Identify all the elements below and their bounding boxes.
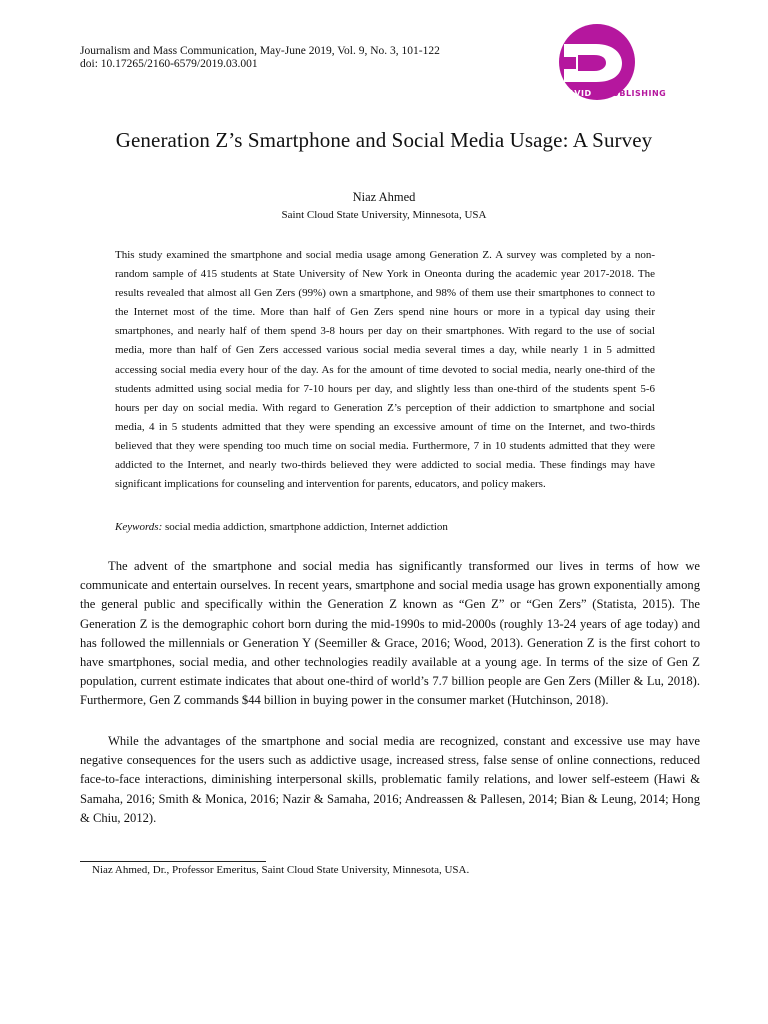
body-paragraph-text: The advent of the smartphone and social media has significantly transformed our lives in terms of how we communicate and entertain ourselves. In recent years, smartphone and social media usage has grown exponentially among the general public and specifically within the Generation Z known as “Gen Z” or “Gen Zers” (Statista, 2015). The Generation Z is the demographic cohort born during the mid-1990s to mid-2000s (roughly 13-24 years of age today) and has followed the millennials or Generation Y (Seemiller & Grace, 2016; Wood, 2013). Generation Z is the first cohort to have smartphones, social media, and other technologies readily available at a young age. In terms of the size of Gen Z population, current estimate indicates that about one-third of world’s 7.7 billion people are Gen Zers (Miller & Lu, 2018). Furthermore, Gen Z commands $44 billion in buying power in the consumer market (Hutchinson, 2018). xyxy=(80,559,700,708)
body-paragraph-2 xyxy=(80,732,700,828)
body-paragraph-text: While the advantages of the smartphone and social media are recognized, constant and excessive use may have negative consequences for the users such as addictive usage, increased stress, false sense of online connections, reduced face-to-face interactions, diminishing interpersonal skills, problematic family relations, and lower self-esteem (Hawi & Samaha, 2016; Smith & Monica, 2016; Nazir & Samaha, 2016; Andreassen & Pallesen, 2014; Bian & Leung, 2014; Hong & Chiu, 2012). xyxy=(80,734,700,825)
keywords-list: social media addiction, smartphone addiction, Internet addiction xyxy=(162,521,448,533)
svg-text:PUBLISHING: PUBLISHING xyxy=(606,89,667,98)
author-name: Niaz Ahmed xyxy=(352,190,416,204)
doi: doi: 10.17265/2160-6579/2019.03.001 xyxy=(80,58,258,70)
journal-citation: Journalism and Mass Communication, May-June 2019, Vol. 9, No. 3, 101-122 xyxy=(80,45,440,57)
keywords-label: Keywords: xyxy=(115,521,163,533)
abstract: This study examined the smartphone and social media usage among Generation Z. A survey was completed by a non-random sample of 415 students at State University of New York in Oneonta during the academic year 2017-2018. The results revealed that almost all Gen Zers (99%) own a smartphone, and 98% of them use their smartphones to connect to the Internet most of the time. More than half of Gen Zers spend nine hours or more in a typical day using their smartphones, and nearly half of them spend 3-8 hours per day on their smartphones. With regard to the use of social media, more than half of Gen Zers accessed various social media several times a day, while nearly 1 in 5 admitted accessing social media every hour of the day. As for the amount of time devoted to social media, nearly one-third of the students admitted using social media for 7-10 hours per day, and slightly less than one-third of the students spent 5-6 hours per day on social media. With regard to Generation Z’s perception of their addiction to smartphone and social media, 4 in 5 students admitted that they were spending an excessive amount of time on the Internet, and two-thirds believed that they were spending too much time on social media. Furthermore, 7 in 10 students admitted that they were addicted to the Internet, and nearly two-thirds believed they were addicted to social media. These findings may have significant implications for counseling and intervention for parents, educators, and policy makers. xyxy=(115,249,655,491)
keywords xyxy=(115,521,655,533)
author-affiliation: Saint Cloud State University, Minnesota, USA xyxy=(281,209,487,221)
david-publishing-logo-icon xyxy=(556,22,696,106)
svg-text:DAVID: DAVID xyxy=(561,89,592,98)
david-publishing-logo xyxy=(556,22,696,106)
footnote: Niaz Ahmed, Dr., Professor Emeritus, Saint Cloud State University, Minnesota, USA. xyxy=(92,864,470,876)
footnote-divider xyxy=(80,861,266,862)
body-paragraph-1 xyxy=(80,557,700,711)
paper-title: Generation Z’s Smartphone and Social Media Usage: A Survey xyxy=(115,128,653,152)
